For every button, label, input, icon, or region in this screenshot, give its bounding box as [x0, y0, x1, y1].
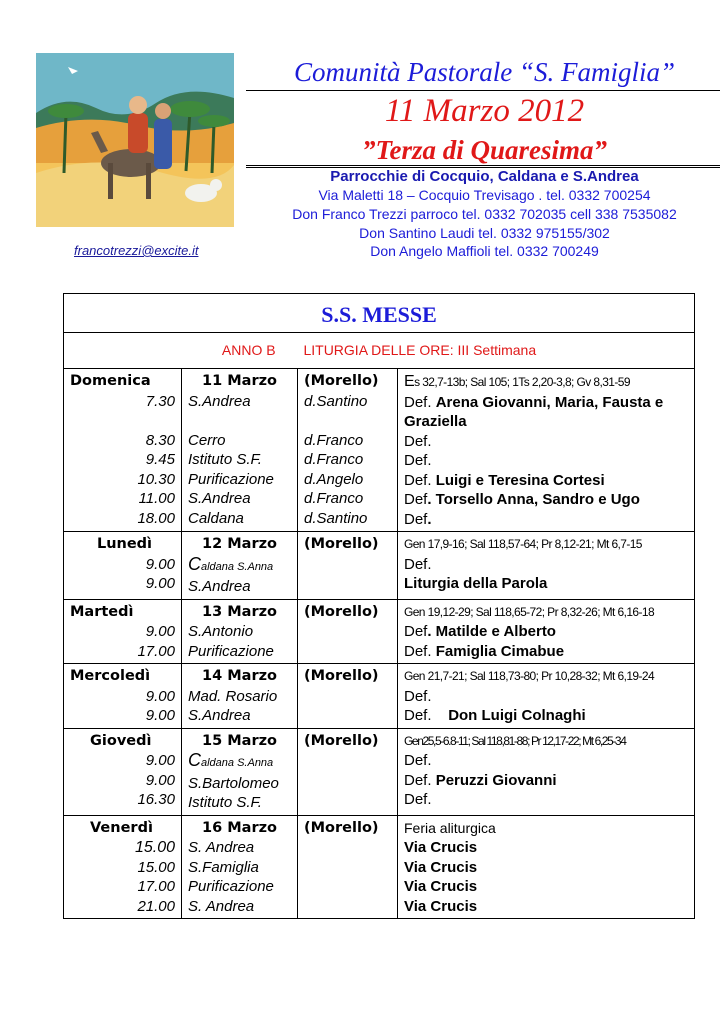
mass-intention: Def. Arena Giovanni, Maria, Fausta e Graziella — [404, 393, 664, 430]
bulletin-date: 11 Marzo 2012 — [384, 93, 585, 129]
day-date: 14 Marzo — [202, 668, 277, 684]
mass-time: 9.00 — [145, 752, 175, 769]
masses-section-header — [63, 293, 695, 333]
mass-time: 17.00 — [137, 878, 175, 895]
day-name: Mercoledì — [70, 668, 151, 684]
day-row-domenica — [64, 369, 695, 532]
mass-time: 9.00 — [145, 687, 175, 705]
mass-place: S.Andrea — [188, 707, 251, 724]
readings: Gen25,5-6.8-11; Sal 118,81-88; Pr 12,17-22; Mt 6,25-34 — [404, 733, 626, 748]
mass-intention: Def. — [404, 510, 432, 528]
readings: Gen 17,9-16; Sal 118,57-64; Pr 8,12-21; Mt 6,7-15 — [404, 537, 642, 551]
mass-time: 7.30 — [145, 392, 175, 410]
mass-place: Purificazione — [188, 878, 274, 895]
mass-intention: Via Crucis — [404, 858, 478, 876]
mass-place: Purificazione — [188, 470, 274, 488]
parishes-line: Parrocchie di Cocquio, Caldana e S.Andrea — [330, 168, 639, 185]
mass-place: Mad. Rosario — [188, 687, 278, 705]
mass-place: S. Andrea — [188, 897, 255, 915]
mass-place: Caldana S.Anna — [188, 553, 274, 574]
mass-place: S.Andrea — [188, 578, 251, 595]
readings: Gen 19,12-29; Sal 118,65-72; Pr 8,32-26; Mt 6,16-18 — [404, 604, 655, 619]
mass-place: S.Andrea — [188, 392, 251, 410]
mass-time: 15.00 — [134, 839, 175, 856]
liturgy-of-hours: LITURGIA DELLE ORE: III Settimana — [303, 342, 537, 358]
mass-intention: Def. Famiglia Cimabue — [404, 642, 565, 660]
day-name: Martedì — [70, 603, 134, 620]
day-row-venerdi — [64, 815, 695, 919]
mass-place: Istituto S.F. — [188, 451, 262, 468]
mass-place: Caldana — [188, 509, 244, 527]
mass-time: 9.45 — [145, 451, 175, 468]
liturgy-info-bar — [63, 332, 695, 369]
mass-time: 17.00 — [137, 642, 175, 660]
mass-time: 9.00 — [145, 707, 175, 724]
day-name: Giovedì — [90, 732, 152, 749]
community-title: Comunità Pastorale “S. Famiglia” — [293, 57, 676, 87]
mass-place: Cerro — [188, 431, 226, 449]
celebrant: d.Angelo — [304, 470, 364, 488]
mass-time: 9.00 — [145, 555, 175, 573]
day-date: 13 Marzo — [202, 603, 277, 620]
celebrant: d.Santino — [304, 392, 368, 410]
readings: Gen 21,7-21; Sal 118,73-80; Pr 10,28-32; Mt 6,19-24 — [404, 669, 655, 683]
contact-email-link[interactable]: francotrezzi@excite.it — [74, 243, 199, 258]
mass-intention: Def. Don Luigi Colnaghi — [404, 707, 586, 724]
readings: Es 32,7-13b; Sal 105; 1Ts 2,20-3,8; Gv 8,31-59 — [404, 373, 630, 390]
liturgical-year: ANNO B — [221, 342, 276, 358]
masses-title: S.S. MESSE — [321, 302, 437, 327]
mass-place: Caldana S.Anna — [188, 750, 274, 770]
day-row-giovedi — [64, 728, 695, 815]
mass-intention: Liturgia della Parola — [404, 575, 548, 592]
day-date: 12 Marzo — [202, 536, 277, 552]
mass-time: 15.00 — [137, 858, 175, 876]
celebrant: d.Santino — [304, 509, 368, 527]
mass-intention: Def. — [404, 555, 432, 573]
celebrant: d.Franco — [304, 451, 364, 468]
mass-intention: Via Crucis — [404, 897, 478, 915]
mass-time: 16.30 — [137, 791, 175, 808]
liturgical-color: (Morello) — [304, 819, 379, 836]
mass-intention: Def. Torsello Anna, Sandro e Ugo — [404, 491, 640, 508]
day-name: Domenica — [70, 373, 151, 389]
mass-place: Purificazione — [188, 642, 274, 660]
mass-intention: Def. — [404, 752, 432, 769]
mass-place: S.Andrea — [188, 490, 251, 507]
contact-don-franco: Don Franco Trezzi parroco tel. 0332 702035 cell 338 7535082 — [292, 206, 677, 222]
mass-schedule-table — [63, 368, 695, 919]
mass-time: 8.30 — [145, 431, 175, 449]
mass-time: 10.30 — [137, 470, 175, 488]
mass-intention: Def. — [404, 432, 432, 450]
mass-time: 9.00 — [145, 771, 175, 789]
liturgical-sunday: ”Terza di Quaresima” — [361, 135, 608, 165]
day-row-martedi — [64, 599, 695, 664]
mass-place: S.Famiglia — [188, 858, 259, 876]
day-row-lunedi — [64, 532, 695, 600]
mass-intention: Def. — [404, 452, 432, 469]
liturgical-color: (Morello) — [304, 732, 379, 749]
celebrant: d.Franco — [304, 490, 364, 507]
mass-intention: Via Crucis — [404, 839, 478, 856]
day-name: Venerdì — [90, 819, 153, 836]
readings: Feria aliturgica — [404, 819, 496, 836]
liturgical-color: (Morello) — [304, 373, 379, 389]
mass-place: Istituto S.F. — [188, 794, 262, 811]
day-date: 11 Marzo — [202, 373, 277, 389]
mass-intention: Def. — [404, 791, 432, 808]
mass-intention: Via Crucis — [404, 878, 478, 895]
mass-time: 18.00 — [137, 509, 175, 527]
liturgical-color: (Morello) — [304, 536, 379, 552]
flight-into-egypt-painting — [36, 53, 234, 227]
day-row-mercoledi — [64, 664, 695, 729]
celebrant: d.Franco — [304, 431, 364, 449]
liturgical-color: (Morello) — [304, 668, 379, 684]
mass-time: 21.00 — [137, 897, 175, 915]
mass-time: 9.00 — [145, 575, 175, 592]
mass-time: 11.00 — [138, 490, 175, 507]
mass-time: 9.00 — [145, 623, 175, 640]
contact-don-santino: Don Santino Laudi tel. 0332 975155/302 — [359, 225, 610, 241]
contact-don-angelo: Don Angelo Maffioli tel. 0332 700249 — [370, 243, 599, 259]
mass-intention: Def. Luigi e Teresina Cortesi — [404, 471, 605, 489]
liturgical-color: (Morello) — [304, 603, 379, 620]
mass-intention: Def. Matilde e Alberto — [404, 623, 556, 640]
mass-place: S. Andrea — [188, 839, 255, 856]
day-name: Lunedì — [96, 536, 153, 552]
mass-intention: Def. — [404, 687, 432, 705]
title-divider — [246, 90, 720, 91]
day-date: 16 Marzo — [202, 819, 277, 836]
day-date: 15 Marzo — [202, 732, 277, 749]
mass-place: S.Antonio — [188, 623, 254, 640]
address-line: Via Maletti 18 – Cocquio Trevisago . tel. 0332 700254 — [318, 187, 651, 203]
mass-intention: Def. Peruzzi Giovanni — [404, 771, 557, 789]
mass-place: S.Bartolomeo — [188, 774, 279, 792]
